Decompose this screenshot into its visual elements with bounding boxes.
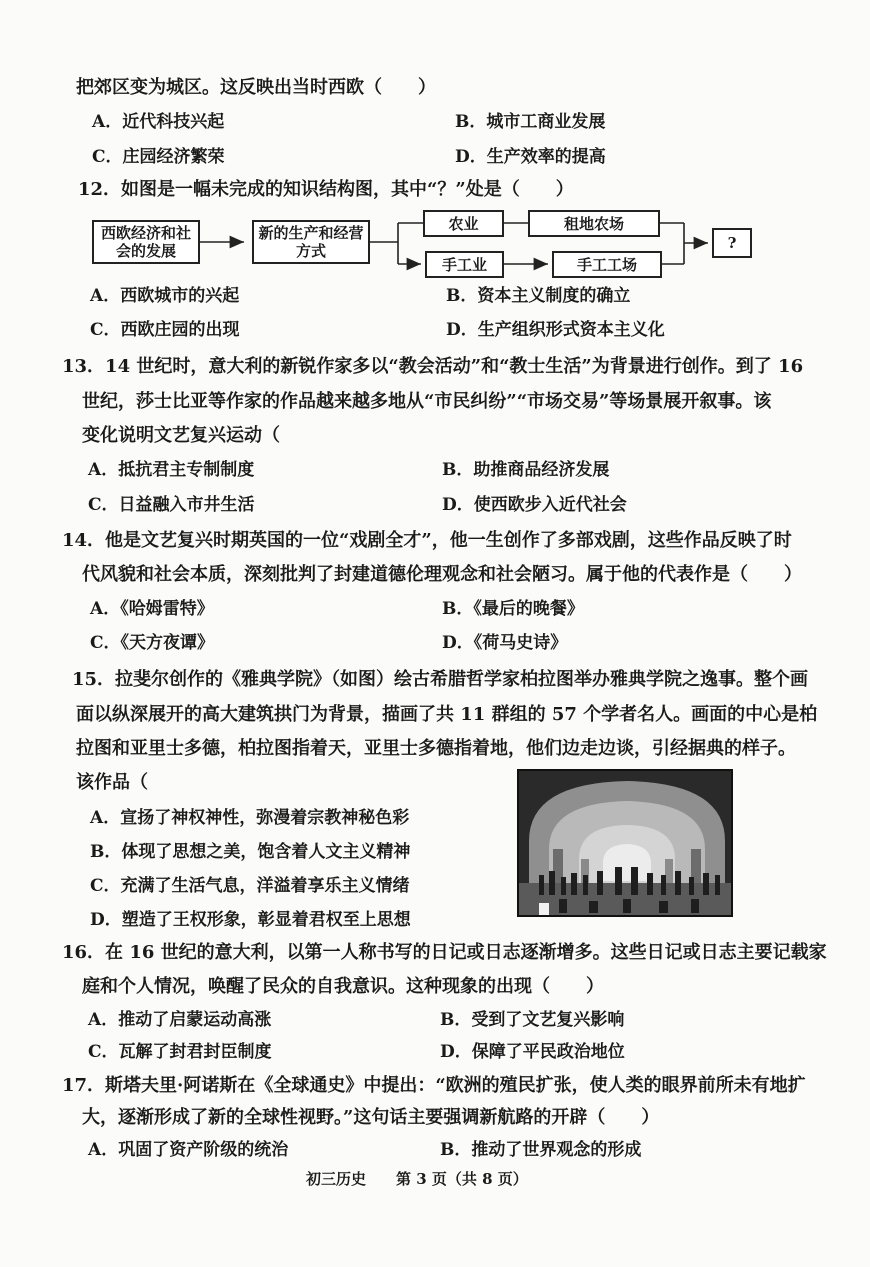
diagram-box-economy-society [92, 220, 200, 264]
q15-option-c[interactable]: C．充满了生活气息，洋溢着享乐主义情绪 [90, 876, 410, 896]
q15-stem-line3: 拉图和亚里士多德，柏拉图指着天，亚里士多德指着地，他们边走边谈，引经据典的样子。 [76, 738, 796, 759]
diagram-box-unknown-label: ? [727, 234, 737, 252]
q11-option-b[interactable]: B．城市工商业发展 [455, 112, 606, 132]
q13-stem-line2: 世纪，莎士比亚等作家的作品越来越多地从“市民纠纷”“市场交易”等场景展开叙事。该 [82, 391, 772, 412]
q13-stem-line1: 13．14 世纪时，意大利的新锐作家多以“教会活动”和“教士生活”为背景进行创作。到了 16 [62, 356, 804, 377]
diagram-box-economy-society-label: 西欧经济和社会的发展 [100, 224, 191, 260]
q15-stem-line2: 面以纵深展开的高大建筑拱门为背景，描画了共 11 群组的 57 个学者名人。画面的中心是柏 [76, 704, 818, 725]
q15-option-d[interactable]: D．塑造了王权形象，彰显着君权至上思想 [90, 910, 411, 930]
diagram-box-tenant-farm-label: 租地农场 [563, 214, 624, 233]
q11-option-d[interactable]: D．生产效率的提高 [455, 147, 606, 167]
diagram-box-workshop [552, 251, 662, 278]
q16-option-c[interactable]: C．瓦解了封君封臣制度 [88, 1042, 272, 1062]
school-of-athens-image [517, 769, 733, 917]
q14-stem-line2: 代风貌和社会本质，深刻批判了封建道德伦理观念和社会陋习。属于他的代表作是（ ） [82, 564, 802, 585]
q12-option-a[interactable]: A．西欧城市的兴起 [90, 286, 240, 306]
diagram-box-workshop-label: 手工工场 [576, 255, 637, 274]
q12-option-b[interactable]: B．资本主义制度的确立 [446, 286, 631, 306]
q15-stem-line1: 15．拉斐尔创作的《雅典学院》（如图）绘古希腊哲学家柏拉图举办雅典学院之逸事。整个画 [72, 669, 809, 690]
q13-option-b[interactable]: B．助推商品经济发展 [442, 460, 610, 480]
diagram-box-new-production-mode-label: 新的生产和经营方式 [258, 224, 364, 260]
diagram-box-unknown [712, 228, 752, 258]
q16-stem-line1: 16．在 16 世纪的意大利，以第一人称书写的日记或日志逐渐增多。这些日记或日志主要记载家 [62, 942, 827, 963]
q13-option-d[interactable]: D．使西欧步入近代社会 [442, 495, 627, 515]
q14-option-b[interactable]: B．《最后的晚餐》 [442, 599, 584, 619]
q17-option-b[interactable]: B．推动了世界观念的形成 [440, 1140, 642, 1160]
q13-stem-line3: 变化说明文艺复兴运动（ [82, 425, 280, 446]
q16-option-d[interactable]: D．保障了平民政治地位 [440, 1042, 625, 1062]
q17-stem-line2: 大，逐渐形成了新的全球性视野。”这句话主要强调新航路的开辟（ ） [82, 1107, 660, 1128]
q12-option-c[interactable]: C．西欧庄园的出现 [90, 320, 240, 340]
diagram-box-tenant-farm [528, 210, 660, 237]
q15-option-a[interactable]: A．宣扬了神权神性，弥漫着宗教神秘色彩 [90, 808, 410, 828]
q13-option-a[interactable]: A．抵抗君主专制制度 [88, 460, 255, 480]
q15-stem-line4: 该作品（ [76, 772, 148, 793]
painting-illustration [519, 771, 733, 917]
q16-option-b[interactable]: B．受到了文艺复兴影响 [440, 1010, 625, 1030]
page-footer: 初三历史 第 3 页（共 8 页） [306, 1170, 528, 1188]
q14-option-d[interactable]: D．《荷马史诗》 [442, 633, 568, 653]
diagram-box-new-production-mode [252, 220, 370, 264]
q12-option-d[interactable]: D．生产组织形式资本主义化 [446, 320, 665, 340]
q16-stem-line2: 庭和个人情况，唤醒了民众的自我意识。这种现象的出现（ ） [82, 976, 604, 997]
diagram-box-agriculture [423, 210, 504, 237]
diagram-box-agriculture-label: 农业 [448, 214, 479, 233]
q15-option-b[interactable]: B．体现了思想之美，饱含着人文主义精神 [90, 842, 411, 862]
diagram-box-handicraft [425, 251, 504, 278]
q17-stem-line1: 17．斯塔夫里·阿诺斯在《全球通史》中提出：“欧洲的殖民扩张，使人类的眼界前所未有地扩 [62, 1075, 806, 1096]
q13-option-c[interactable]: C．日益融入市井生活 [88, 495, 255, 515]
q14-stem-line1: 14．他是文艺复兴时期英国的一位“戏剧全才”，他一生创作了多部戏剧，这些作品反映了时 [62, 530, 792, 551]
q16-option-a[interactable]: A．推动了启蒙运动高涨 [88, 1010, 272, 1030]
q12-stem: 12．如图是一幅未完成的知识结构图，其中“？”处是（ ） [78, 179, 574, 200]
diagram-box-handicraft-label: 手工业 [441, 255, 487, 274]
q11-option-c[interactable]: C．庄园经济繁荣 [92, 147, 225, 167]
q11-stem-tail: 把郊区变为城区。这反映出当时西欧（ ） [76, 77, 436, 98]
q17-option-a[interactable]: A．巩固了资产阶级的统治 [88, 1140, 289, 1160]
q14-option-c[interactable]: C．《天方夜谭》 [90, 633, 215, 653]
q11-option-a[interactable]: A．近代科技兴起 [92, 112, 225, 132]
q14-option-a[interactable]: A．《哈姆雷特》 [90, 599, 214, 619]
